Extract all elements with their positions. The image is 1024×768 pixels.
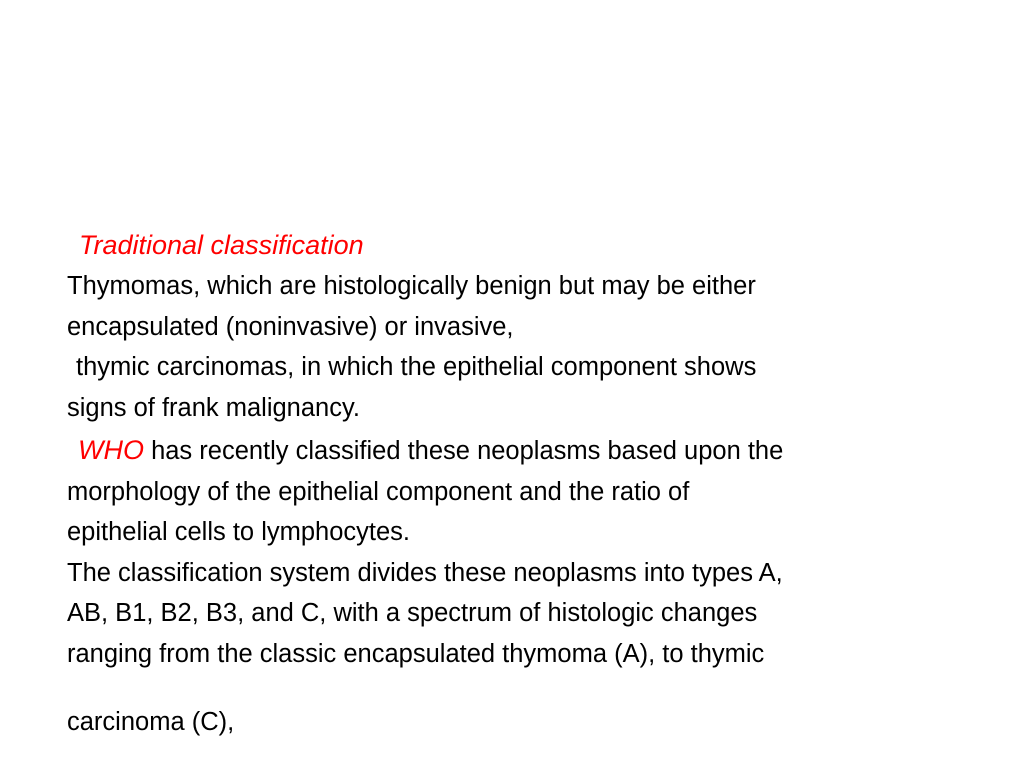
text-line: AB, B1, B2, B3, and C, with a spectrum of histologic changes [67, 599, 758, 627]
text-line: signs of frank malignancy. [67, 393, 360, 422]
text-line: epithelial cells to lymphocytes. [67, 518, 410, 546]
text-fragment: has recently classified these neoplasms based upon the [143, 437, 784, 465]
text-line: thymic carcinomas, in which the epithelial component shows [76, 353, 757, 381]
who-label: WHO [78, 435, 144, 465]
text-line: morphology of the epithelial component and the ratio of [67, 477, 690, 506]
section-heading-traditional: Traditional classification [79, 230, 364, 260]
text-line: ranging from the classic encapsulated thymoma (A), to thymic [67, 639, 765, 668]
text-line: Thymomas, which are histologically benign but may be either [67, 272, 756, 300]
text-line: encapsulated (noninvasive) or invasive, [67, 312, 514, 341]
text-line: carcinoma (C), [67, 708, 235, 736]
who-paragraph-line [67, 430, 967, 472]
slide-body [67, 224, 967, 743]
text-line: The classification system divides these neoplasms into types A, [67, 558, 783, 587]
